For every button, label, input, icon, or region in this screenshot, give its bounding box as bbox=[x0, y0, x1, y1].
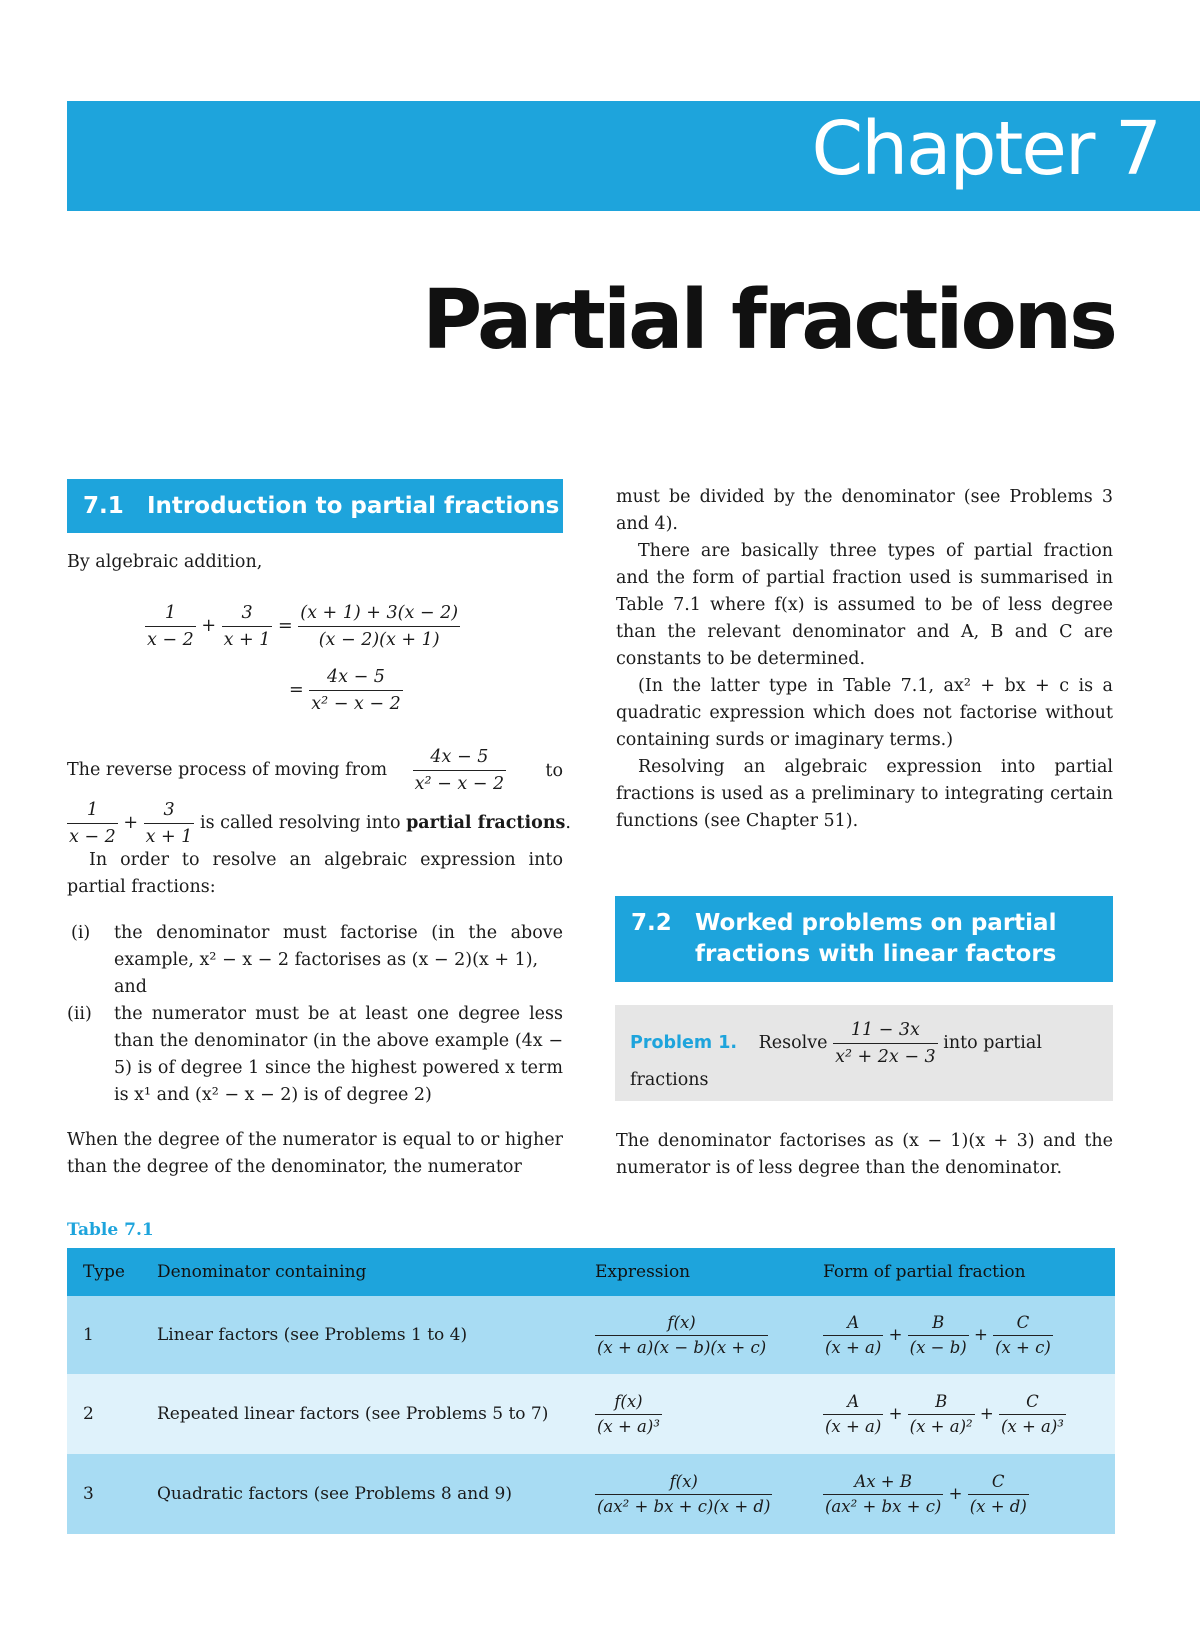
resolving-line: $\frac{1}{x - 2}$ + $\frac{3}{x + 1}$ is called resolving into partial fractions. bbox=[67, 797, 571, 850]
fraction: $\frac{3}{x + 1}$ bbox=[222, 600, 273, 653]
simplified-equation: = $\frac{4x - 5}{\text{x² − x − 2}}$ bbox=[289, 664, 403, 717]
section-number: 7.1 bbox=[83, 493, 124, 519]
section-7-1-heading bbox=[67, 479, 563, 533]
column-header: Denominator containing bbox=[157, 1262, 367, 1282]
intro-text: By algebraic addition, bbox=[67, 552, 263, 572]
column-header: Form of partial fraction bbox=[823, 1262, 1026, 1282]
addition-equation: $\frac{1}{x - 2}$ + $\frac{3}{x + 1}$ = $\frac{(x + 1) + 3(x - 2)}{(x - 2)(x + 1)}$ bbox=[145, 600, 460, 653]
reverse-line: The reverse process of moving from $\frac{4x - 5}{\text{x² − x − 2}}$ to bbox=[67, 744, 563, 797]
table-caption: Table 7.1 bbox=[67, 1220, 154, 1240]
fraction: $\frac{4x - 5}{\text{x² − x − 2}}$ bbox=[309, 664, 402, 717]
fraction: $\frac{11 - 3x}{\text{x² + 2x − 3}}$ bbox=[833, 1017, 938, 1070]
fraction: $\frac{1}{x - 2}$ bbox=[145, 600, 196, 653]
list-item: (i) the denominator must factorise (in the above example, x² − x − 2 factorises as (x − 2)(x + 1), and bbox=[71, 923, 563, 997]
column-header: Type bbox=[83, 1262, 125, 1282]
problem-1-box: Problem 1. Resolve $\frac{11 - 3x}{\text{x² + 2x − 3}}$ into partial fractions bbox=[615, 1005, 1113, 1101]
column-header: Expression bbox=[595, 1262, 691, 1282]
right-paragraph-1: must be divided by the denominator (see Problems 3 and 4). bbox=[616, 487, 1113, 534]
section-title: Introduction to partial fractions bbox=[147, 493, 560, 519]
problem-label: Problem 1. bbox=[630, 1033, 738, 1053]
partial-fractions-table bbox=[67, 1248, 1115, 1534]
chapter-title: Partial fractions bbox=[422, 273, 1115, 368]
right-paragraph-3: (In the latter type in Table 7.1, ax² + bx + c is a quadratic expression which does not factorise without containing surds or imaginary terms.) bbox=[616, 676, 1113, 750]
list-item: (ii) the numerator must be at least one degree less than the denominator (in the above example (4x − 5) is of degree 1 since the highest powered x term is x¹ and (x² − x − 2) is of degree 2) bbox=[67, 1004, 563, 1105]
key-term: partial fractions bbox=[406, 813, 566, 833]
factorise-paragraph: The denominator factorises as (x − 1)(x + 3) and the numerator is of less degree than the denominator. bbox=[616, 1131, 1113, 1178]
fraction: $\frac{4x - 5}{\text{x² − x − 2}}$ bbox=[413, 744, 506, 797]
table-row: 1 Linear factors (see Problems 1 to 4) $\frac{f(x)}{(x + a)(x - b)(x + c)}$ $\frac{A}{(x + a)}$ + $\frac{B}{(x - b)}$ + $\frac{C}{(x + c)}$ bbox=[67, 1296, 1115, 1374]
chapter-label: Chapter 7 bbox=[811, 106, 1160, 192]
fraction: $\frac{(x + 1) + 3(x - 2)}{(x - 2)(x + 1)}$ bbox=[298, 600, 460, 653]
section-number: 7.2 bbox=[631, 910, 672, 936]
right-paragraph-2: There are basically three types of partial fraction and the form of partial fraction used is summarised in Table 7.1 where f(x) is assumed to be of less degree than the relevant denominator and A, B and C are constants to be determined. bbox=[616, 541, 1113, 669]
section-7-2-heading: 7.2 Worked problems on partial fractions with linear factors bbox=[615, 896, 1113, 982]
fraction: $\frac{1}{x - 2}$ bbox=[67, 797, 118, 850]
table-row: 2 Repeated linear factors (see Problems 5 to 7) $\frac{f(x)}{\text{(x + a)³}}$ $\frac{A}{(x + a)}$ + $\frac{B}{\text{(x + a)²}}$ + $\frac{C}{\text{(x + a)³}}$ bbox=[67, 1374, 1115, 1454]
table-header-row bbox=[67, 1248, 1115, 1296]
degree-paragraph: When the degree of the numerator is equal to or higher than the degree of the denominator, the numerator bbox=[67, 1130, 563, 1177]
right-paragraph-4: Resolving an algebraic expression into partial fractions is used as a preliminary to integrating certain functions (see Chapter 51). bbox=[616, 757, 1113, 831]
table-row: 3 Quadratic factors (see Problems 8 and 9) $\frac{f(x)}{\text{(ax² + bx + c)(x + d)}}$ $\frac{Ax + B}{\text{(ax² + bx + c)}}$ + $\frac{C}{(x + d)}$ bbox=[67, 1454, 1115, 1534]
order-paragraph: In order to resolve an algebraic expression into partial fractions: bbox=[67, 850, 563, 897]
fraction: $\frac{3}{x + 1}$ bbox=[144, 797, 195, 850]
